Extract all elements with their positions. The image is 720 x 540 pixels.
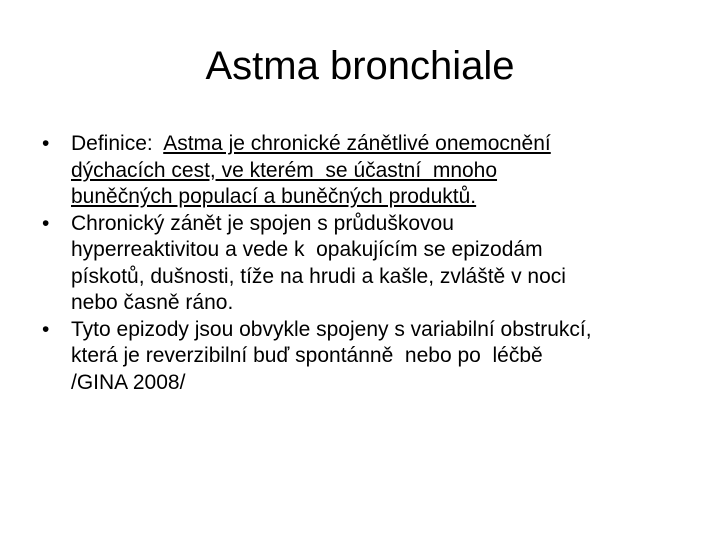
bullet-definition	[42, 131, 682, 211]
text-line	[71, 131, 682, 158]
bullet-episodes	[42, 317, 682, 397]
text-line: /GINA 2008/	[71, 370, 186, 394]
definition-text: Astma je chronické zánětlivé onemocnění	[163, 132, 551, 155]
slide-title: Astma bronchiale	[205, 44, 515, 88]
definition-text: buněčných populací a buněčných produktů.	[71, 185, 477, 208]
bullet-icon: •	[42, 317, 50, 341]
text-line: pískotů, dušnosti, tíže na hrudi a kašle, zvláště v noci	[71, 264, 566, 288]
definition-lead: Definice:	[71, 132, 164, 155]
bullet-icon: •	[42, 132, 50, 155]
text-line: hyperreaktivitou a vede k opakujícím se epizodám	[71, 238, 543, 261]
bullet-icon: •	[42, 211, 50, 235]
bullet-chronic-inflammation	[42, 211, 682, 317]
text-line: Tyto epizody jsou obvykle spojeny s variabilní obstrukcí,	[71, 317, 592, 341]
text-line: nebo časně ráno.	[71, 291, 234, 314]
bullet-list	[42, 131, 682, 396]
text-line: která je reverzibilní buď spontánně nebo po léčbě	[71, 344, 543, 367]
definition-text: dýchacích cest, ve kterém se účastní mnoho	[71, 158, 498, 182]
text-line: Chronický zánět je spojen s průduškovou	[71, 211, 454, 235]
